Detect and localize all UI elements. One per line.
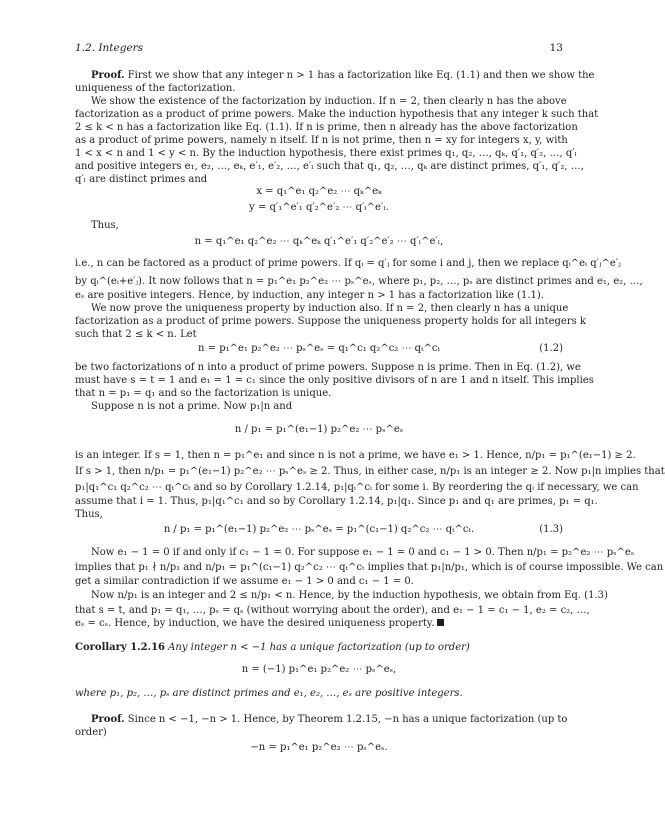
text-line: Now e₁ − 1 = 0 if and only if c₁ − 1 = 0. For suppose e₁ − 1 = 0 and c₁ − 1 > 0. Then n/p₁ = p₂^e₂ ⋯ pₛ^eₛ xyxy=(91,547,635,558)
page-number: 13 xyxy=(549,42,563,54)
text-line: 2 ≤ k < n has a factorization like Eq. (1.1). If n is prime, then n already has the above factorization xyxy=(75,122,578,133)
text-line: order) xyxy=(75,727,107,738)
text-line: If s > 1, then n/p₁ = p₁^(e₁−1) p₂^e₂ ⋯ pₛ^eₛ ≥ 2. Thus, in either case, n/p₁ is an integer ≥ 2. Now p₁|n implies that xyxy=(75,466,665,477)
text-line: q′ₗ are distinct primes and xyxy=(75,174,208,185)
text-line: uniqueness of the factorization. xyxy=(75,83,236,94)
text-line: is an integer. If s = 1, then n = p₁^e₁ and since n is not a prime, we have e₁ > 1. Hence, n/p₁ = p₁^(e₁−1) ≥ 2. xyxy=(75,450,636,461)
text-span: eₛ = cₛ. Hence, by induction, we have the desired uniqueness property. xyxy=(75,618,435,629)
text-line: factorization as a product of prime powers. Make the induction hypothesis that any integer k such that xyxy=(75,109,599,120)
equation-1-3: n / p₁ = p₁^(e₁−1) p₂^e₂ ⋯ pₛ^eₛ = p₁^(c₁−1) q₂^c₂ ⋯ qₜ^cₜ. xyxy=(163,524,475,535)
equation-number: (1.3) xyxy=(539,524,563,535)
text-line: by qᵢ^(eᵢ+e′ⱼ). It now follows that n = p₁^e₁ p₂^e₂ ⋯ pₛ^eₛ, where p₁, p₂, …, pₛ are distinct primes and e₁, e₂, …, xyxy=(75,276,643,287)
text-line: i.e., n can be factored as a product of prime powers. If qᵢ = q′ⱼ for some i and j, then we replace qᵢ^eᵢ q′ⱼ^e′ⱼ xyxy=(75,258,621,269)
text-line: p₁|q₁^c₁ q₂^c₂ ⋯ qₜ^cₜ and so by Corollary 1.2.14, p₁|qᵢ^cᵢ for some i. By reordering the qᵢ if necessary, we can xyxy=(75,482,639,493)
equation-n-product: n = q₁^e₁ q₂^e₂ ⋯ qₖ^eₖ q′₁^e′₁ q′₂^e′₂ ⋯ q′ₗ^e′ₗ, xyxy=(194,236,444,247)
proof-label: Proof. xyxy=(91,714,125,725)
proof-label: Proof. xyxy=(91,70,125,81)
text-line: and positive integers e₁, e₂, …, eₖ, e′₁, e′₂, …, e′ₗ such that q₁, q₂, …, qₖ are distinct primes, q′₁, q′₂, …, xyxy=(75,161,584,172)
text-line: that s = t, and p₁ = q₁, …, pₛ = qₛ (without worrying about the order), and e₁ − 1 = c₁ − 1, e₂ = c₂, …, xyxy=(75,605,590,616)
text-line: implies that p₁ ∤ n/p₁ and n/p₁ = p₁^(c₁−1) q₂^c₂ ⋯ qₜ^cₜ implies that p₁|n/p₁, which is of course impossible. We can xyxy=(75,562,664,573)
qed-square-icon xyxy=(437,619,444,626)
text-line: that n = p₁ = q₁ and so the factorization is unique. xyxy=(75,388,332,399)
equation-y: y = q′₁^e′₁ q′₂^e′₂ ⋯ q′ₗ^e′ₗ. xyxy=(249,202,389,213)
corollary-where: where p₁, p₂, …, pₛ are distinct primes and e₁, e₂, …, eₛ are positive integers. xyxy=(75,688,463,699)
text-line: Now n/p₁ is an integer and 2 ≤ n/p₁ < n. Hence, by the induction hypothesis, we obtain from Eq. (1.3) xyxy=(91,590,608,601)
proof-paragraph-line xyxy=(91,70,595,82)
proof-paragraph-line xyxy=(91,714,568,726)
text-line: as a product of prime powers, namely n itself. If n is not prime, then n = xy for integers x, y, with xyxy=(75,135,568,146)
text-line: must have s = t = 1 and e₁ = 1 = c₁ since the only positive divisors of n are 1 and n itself. This implies xyxy=(75,375,594,386)
text-line xyxy=(75,618,563,630)
text-line: 1 < x < n and 1 < y < n. By the induction hypothesis, there exist primes q₁, q₂, …, qₖ, q′₁, q′₂, …, q′ₗ xyxy=(75,148,577,159)
text-line: eₛ are positive integers. Hence, by induction, any integer n > 1 has a factorization like (1.1). xyxy=(75,290,544,301)
final-equation: −n = p₁^e₁ p₂^e₂ ⋯ pₛ^eₛ. xyxy=(250,742,388,753)
text-line: Thus, xyxy=(91,220,119,231)
equation-1-2: n = p₁^e₁ p₂^e₂ ⋯ pₛ^eₛ = q₁^c₁ q₂^c₂ ⋯ qₜ^cₜ xyxy=(198,343,440,354)
text-line: be two factorizations of n into a product of prime powers. Suppose n is prime. Then in Eq. (1.2), we xyxy=(75,362,581,373)
text-line: get a similar contradiction if we assume e₁ − 1 > 0 and c₁ − 1 = 0. xyxy=(75,576,414,587)
text-line: We now prove the uniqueness property by induction also. If n = 2, then clearly n has a unique xyxy=(91,303,569,314)
text-line: factorization as a product of prime powers. Suppose the uniqueness property holds for all integers k xyxy=(75,316,586,327)
running-header-section: 1.2. Integers xyxy=(75,42,144,54)
text-line: assume that i = 1. Thus, p₁|q₁^c₁ and so by Corollary 1.2.14, p₁|q₁. Since p₁ and q₁ are primes, p₁ = q₁. xyxy=(75,496,598,507)
proof-text: Since n < −1, −n > 1. Hence, by Theorem 1.2.15, −n has a unique factorization (up to xyxy=(124,714,568,725)
proof-text: First we show that any integer n > 1 has a factorization like Eq. (1.1) and then we show the xyxy=(124,70,595,81)
corollary-line xyxy=(75,642,563,654)
text-line: We show the existence of the factorization by induction. If n = 2, then clearly n has the above xyxy=(91,96,567,107)
text-line: Thus, xyxy=(75,509,103,520)
equation-x: x = q₁^e₁ q₂^e₂ ⋯ qₖ^eₖ xyxy=(256,186,382,197)
equation-number: (1.2) xyxy=(539,343,563,354)
corollary-equation: n = (−1) p₁^e₁ p₂^e₂ ⋯ pₛ^eₛ, xyxy=(241,664,397,675)
text-line: Suppose n is not a prime. Now p₁|n and xyxy=(91,401,293,412)
text-line: such that 2 ≤ k < n. Let xyxy=(75,329,197,340)
corollary-label: Corollary 1.2.16 xyxy=(75,642,165,653)
equation-fraction: n / p₁ = p₁^(e₁−1) p₂^e₂ ⋯ pₛ^eₛ xyxy=(234,424,404,435)
corollary-statement: Any integer n < −1 has a unique factorization (up to order) xyxy=(165,642,470,653)
